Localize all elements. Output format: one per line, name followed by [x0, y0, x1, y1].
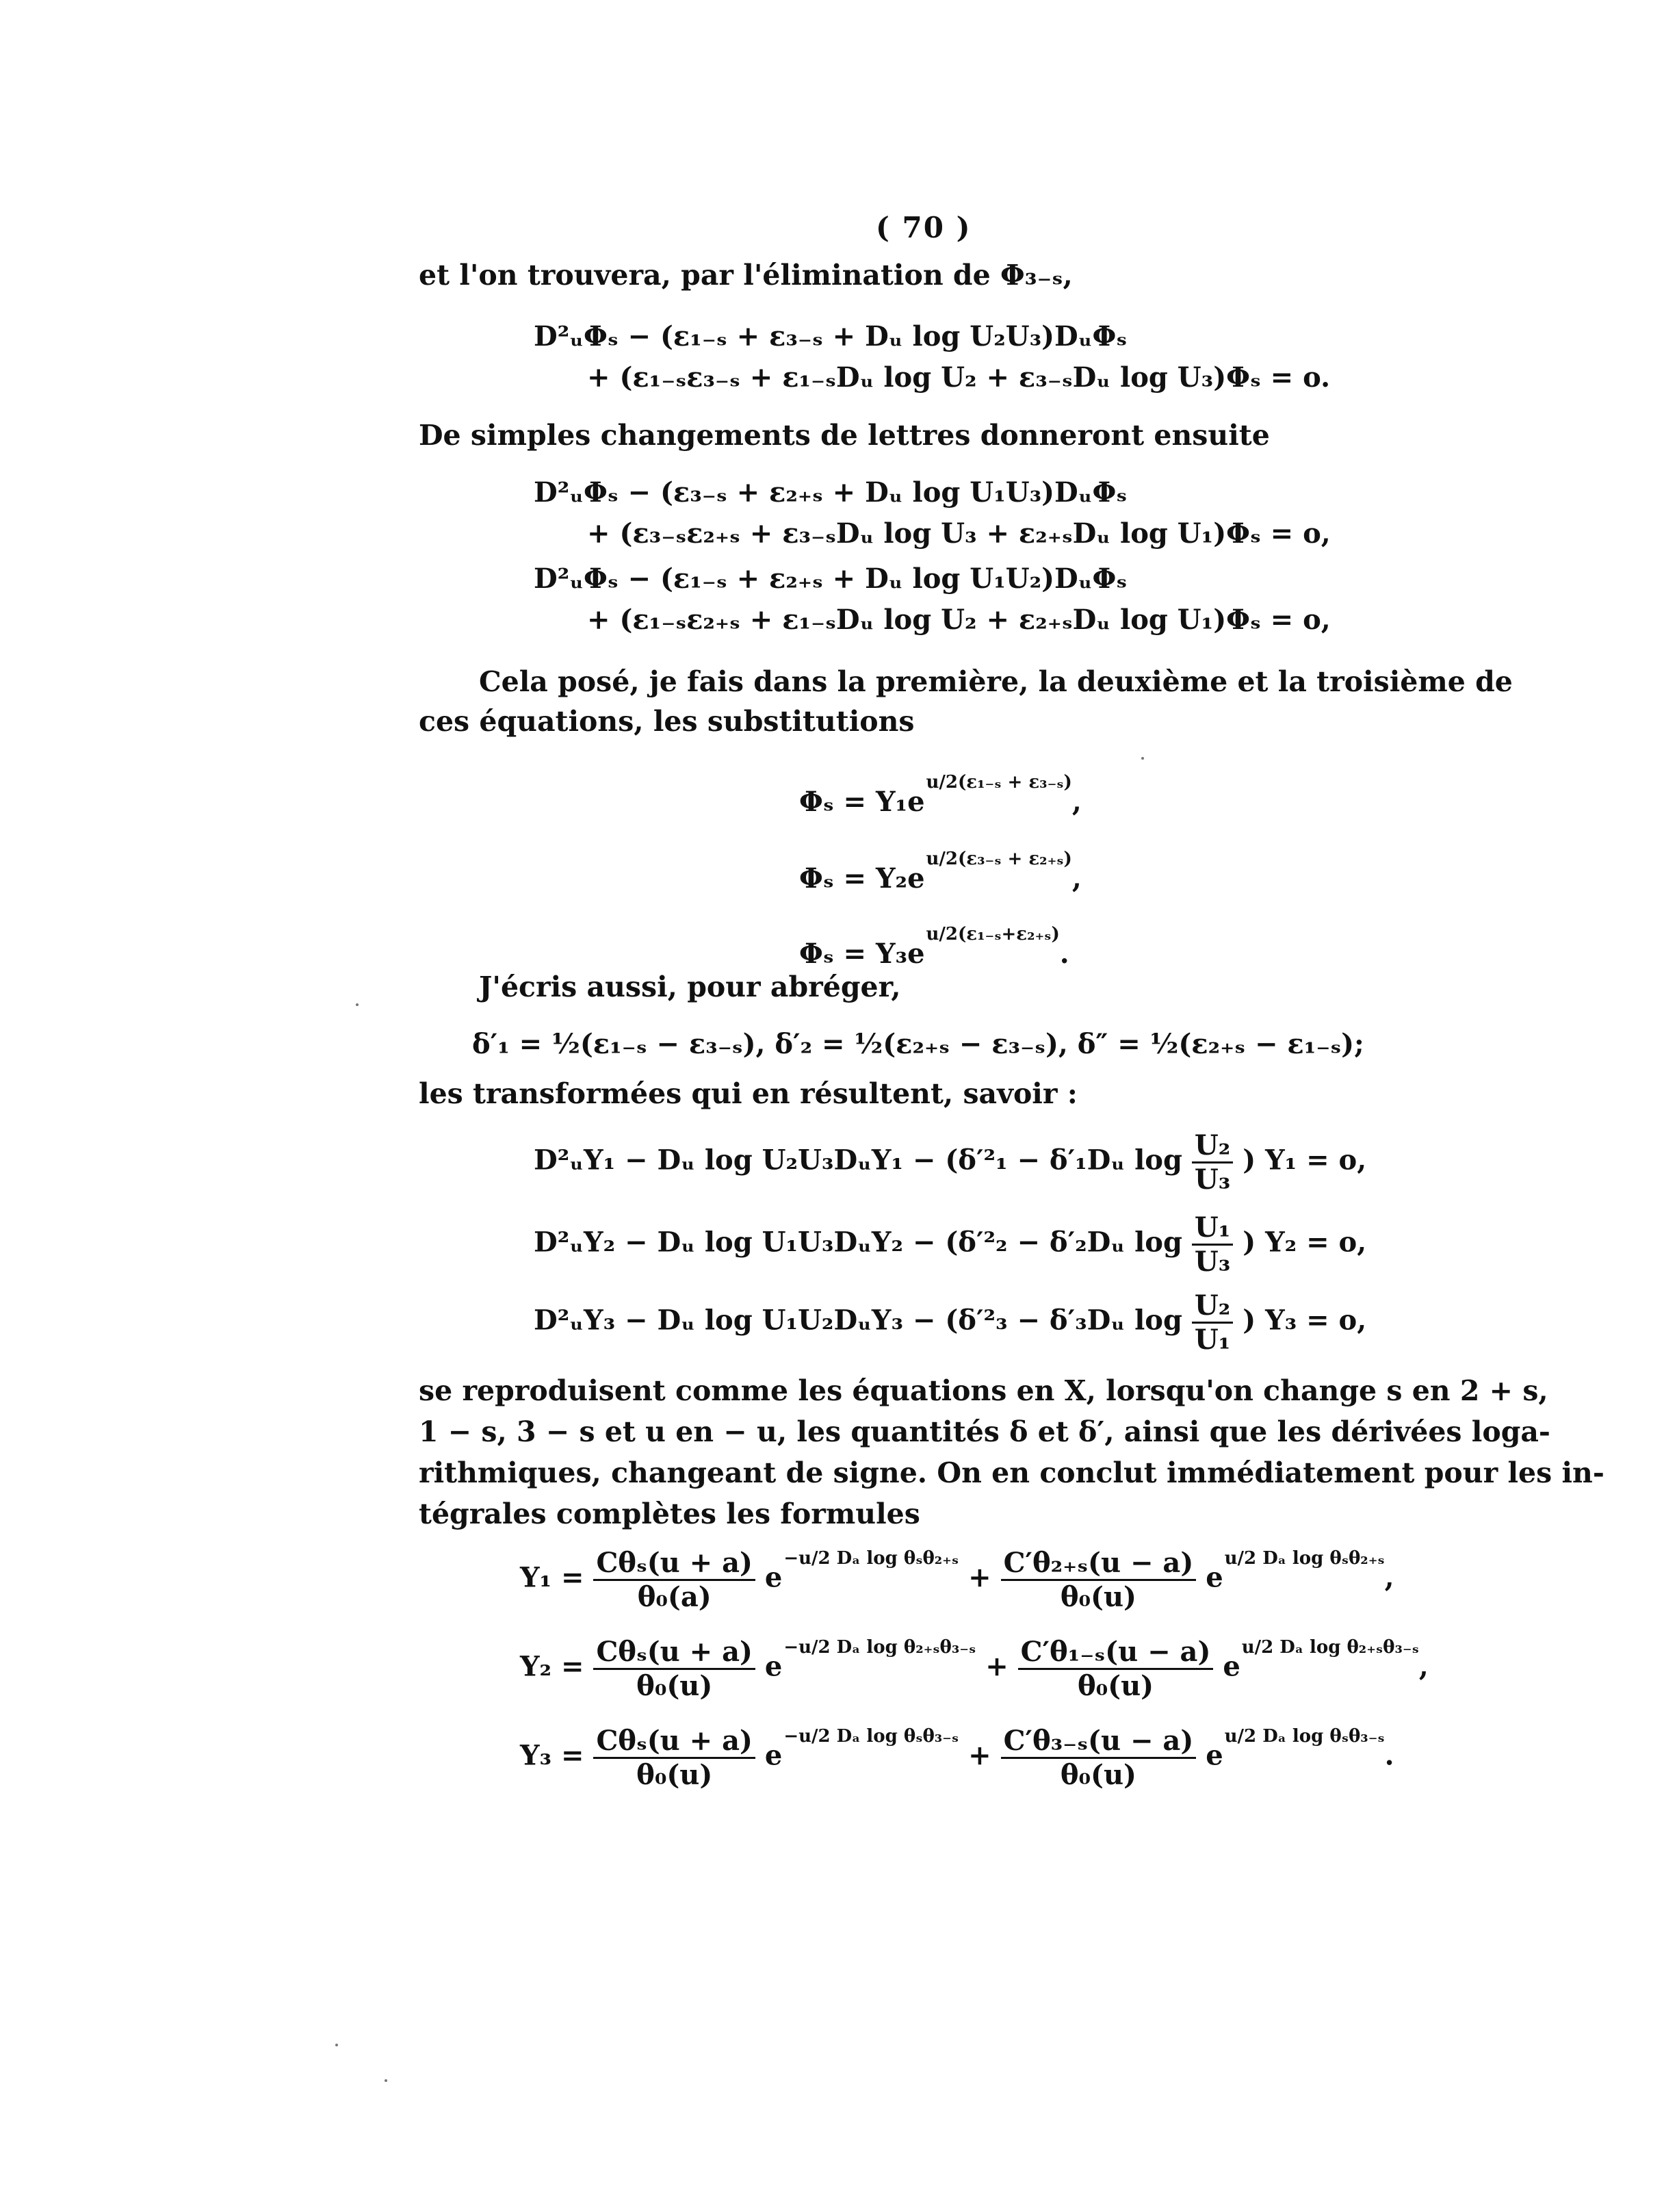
equation-2-line-1: D²ᵤΦₛ − (ε₃₋ₛ + ε₂₊ₛ + Dᵤ log U₁U₃)DᵤΦₛ — [534, 476, 1128, 509]
transformed-eq-3-fraction — [1192, 1289, 1233, 1356]
fraction-denominator: U₃ — [1194, 1163, 1231, 1196]
transformed-eq-1-fraction — [1192, 1129, 1233, 1196]
formula-y1-lhs: Y₁ = — [520, 1561, 584, 1594]
text-line-changes: De simples changements de lettres donneront ensuite — [419, 419, 1270, 452]
substitution-1 — [799, 772, 1082, 818]
fraction-numerator: C′θ₃₋ₛ(u − a) — [1001, 1725, 1197, 1759]
substitution-1-base: Φₛ = Y₁e — [799, 786, 925, 818]
page-number: ( 70 ) — [876, 211, 972, 244]
fraction-numerator: U₂ — [1192, 1129, 1233, 1163]
fraction-numerator: U₁ — [1192, 1211, 1233, 1246]
transformed-eq-2-rhs: ) Y₂ = o, — [1243, 1226, 1367, 1259]
delta-definitions: δ′₁ = ½(ε₁₋ₛ − ε₃₋ₛ), δ′₂ = ½(ε₂₊ₛ − ε₃₋ₛ), δ″ = ½(ε₂₊ₛ − ε₁₋ₛ); — [472, 1028, 1364, 1060]
text-line-ecris: J'écris aussi, pour abréger, — [479, 970, 901, 1003]
fraction-numerator: U₂ — [1192, 1289, 1233, 1324]
transformed-eq-1-rhs: ) Y₁ = o, — [1243, 1144, 1367, 1176]
scan-speck — [356, 1003, 359, 1006]
transformed-eq-3-lhs: D²ᵤY₃ − Dᵤ log U₁U₂DᵤY₃ − (δ′²₃ − δ′₃Dᵤ log — [534, 1304, 1182, 1337]
scan-speck — [385, 2079, 387, 2082]
fraction-denominator: U₁ — [1194, 1324, 1231, 1356]
substitution-1-exponent: u/2(ε₁₋ₛ + ε₃₋ₛ) — [926, 772, 1072, 793]
equation-3-line-2: + (ε₁₋ₛε₂₊ₛ + ε₁₋ₛDᵤ log U₂ + ε₂₊ₛDᵤ log U₁)Φₛ = o, — [587, 604, 1331, 636]
transformed-eq-2-lhs: D²ᵤY₂ − Dᵤ log U₁U₃DᵤY₂ − (δ′²₂ − δ′₂Dᵤ log — [534, 1226, 1182, 1259]
transformed-eq-1 — [534, 1129, 1366, 1196]
text-line-intro: et l'on trouvera, par l'élimination de Φ₃₋ₛ, — [419, 259, 1073, 292]
comma: , — [1384, 1561, 1394, 1594]
transformed-eq-3 — [534, 1289, 1366, 1356]
transformed-eq-1-lhs: D²ᵤY₁ − Dᵤ log U₂U₃DᵤY₁ − (δ′²₁ − δ′₁Dᵤ log — [534, 1144, 1182, 1176]
transformed-eq-3-rhs: ) Y₃ = o, — [1243, 1304, 1367, 1337]
formula-y2-fraction-2 — [1018, 1636, 1214, 1702]
text-line-quantites: 1 − s, 3 − s et u en − u, les quantités δ et δ′, ainsi que les dérivées loga- — [419, 1415, 1550, 1448]
formula-y3-fraction-1 — [593, 1725, 755, 1791]
substitution-1-comma: , — [1071, 786, 1082, 818]
plus-sign: + — [968, 1561, 991, 1594]
exponent: u/2 Dₐ log θₛθ₂₊ₛ — [1224, 1547, 1385, 1569]
formula-y3-fraction-2 — [1001, 1725, 1197, 1791]
text-line-reproduisent: se reproduisent comme les équations en X, lorsqu'on change s en 2 + s, — [419, 1374, 1548, 1407]
comma: , — [1418, 1650, 1429, 1683]
formula-y1-fraction-1 — [593, 1547, 755, 1613]
exponential-base: e — [1206, 1561, 1223, 1594]
fraction-denominator: θ₀(a) — [637, 1581, 712, 1613]
exponent: u/2 Dₐ log θ₂₊ₛθ₃₋ₛ — [1241, 1636, 1419, 1658]
fraction-denominator: θ₀(u) — [1060, 1759, 1136, 1791]
equation-2-line-2: + (ε₃₋ₛε₂₊ₛ + ε₃₋ₛDᵤ log U₃ + ε₂₊ₛDᵤ log U₁)Φₛ = o, — [587, 517, 1331, 550]
exponent: u/2 Dₐ log θₛθ₃₋ₛ — [1224, 1725, 1385, 1747]
equation-3-line-1: D²ᵤΦₛ − (ε₁₋ₛ + ε₂₊ₛ + Dᵤ log U₁U₂)DᵤΦₛ — [534, 563, 1128, 595]
exponent: −u/2 Dₐ log θₛθ₃₋ₛ — [783, 1725, 959, 1747]
substitution-3-exponent: u/2(ε₁₋ₛ+ε₂₊ₛ) — [926, 924, 1060, 944]
text-line-integrales: tégrales complètes les formules — [419, 1497, 920, 1530]
fraction-denominator: θ₀(u) — [1060, 1581, 1136, 1613]
substitution-2-base: Φₛ = Y₂e — [799, 862, 925, 895]
formula-y3 — [520, 1725, 1394, 1791]
substitution-3 — [799, 924, 1069, 970]
scan-speck — [1141, 757, 1144, 760]
exponential-base: e — [764, 1739, 783, 1772]
transformed-eq-2 — [534, 1211, 1366, 1278]
formula-y2-fraction-1 — [593, 1636, 755, 1702]
substitution-2 — [799, 849, 1082, 895]
fraction-numerator: Cθₛ(u + a) — [593, 1725, 755, 1759]
text-line-substitutions: ces équations, les substitutions — [419, 705, 915, 738]
fraction-numerator: C′θ₂₊ₛ(u − a) — [1001, 1547, 1197, 1581]
period: . — [1384, 1739, 1394, 1772]
substitution-2-comma: , — [1071, 862, 1082, 895]
exponent: −u/2 Dₐ log θ₂₊ₛθ₃₋ₛ — [783, 1636, 976, 1658]
formula-y2-lhs: Y₂ = — [520, 1650, 584, 1683]
formula-y1 — [520, 1547, 1394, 1613]
formula-y1-fraction-2 — [1001, 1547, 1197, 1613]
substitution-3-base: Φₛ = Y₃e — [799, 938, 925, 970]
transformed-eq-2-fraction — [1192, 1211, 1233, 1278]
fraction-numerator: Cθₛ(u + a) — [593, 1547, 755, 1581]
scan-speck — [335, 2044, 338, 2046]
fraction-denominator: U₃ — [1194, 1246, 1231, 1278]
plus-sign: + — [985, 1650, 1009, 1683]
fraction-denominator: θ₀(u) — [1077, 1670, 1154, 1702]
exponential-base: e — [1223, 1650, 1240, 1683]
exponential-base: e — [1206, 1739, 1223, 1772]
fraction-denominator: θ₀(u) — [636, 1759, 713, 1791]
plus-sign: + — [968, 1739, 991, 1772]
substitution-2-exponent: u/2(ε₃₋ₛ + ε₂₊ₛ) — [926, 849, 1072, 869]
exponential-base: e — [764, 1650, 783, 1683]
exponential-base: e — [764, 1561, 783, 1594]
exponent: −u/2 Dₐ log θₛθ₂₊ₛ — [783, 1547, 959, 1569]
fraction-denominator: θ₀(u) — [636, 1670, 713, 1702]
text-line-rithmiques: rithmiques, changeant de signe. On en conclut immédiatement pour les in- — [419, 1456, 1604, 1489]
text-line-transformees: les transformées qui en résultent, savoir : — [419, 1077, 1078, 1110]
equation-1-line-1: D²ᵤΦₛ − (ε₁₋ₛ + ε₃₋ₛ + Dᵤ log U₂U₃)DᵤΦₛ — [534, 320, 1128, 352]
formula-y3-lhs: Y₃ = — [520, 1739, 584, 1772]
text-line-cela-pose: Cela posé, je fais dans la première, la deuxième et la troisième de — [479, 665, 1513, 698]
equation-1-line-2: + (ε₁₋ₛε₃₋ₛ + ε₁₋ₛDᵤ log U₂ + ε₃₋ₛDᵤ log U₃)Φₛ = o. — [587, 361, 1331, 394]
formula-y2 — [520, 1636, 1429, 1702]
substitution-3-period: . — [1059, 938, 1069, 970]
fraction-numerator: C′θ₁₋ₛ(u − a) — [1018, 1636, 1214, 1670]
fraction-numerator: Cθₛ(u + a) — [593, 1636, 755, 1670]
